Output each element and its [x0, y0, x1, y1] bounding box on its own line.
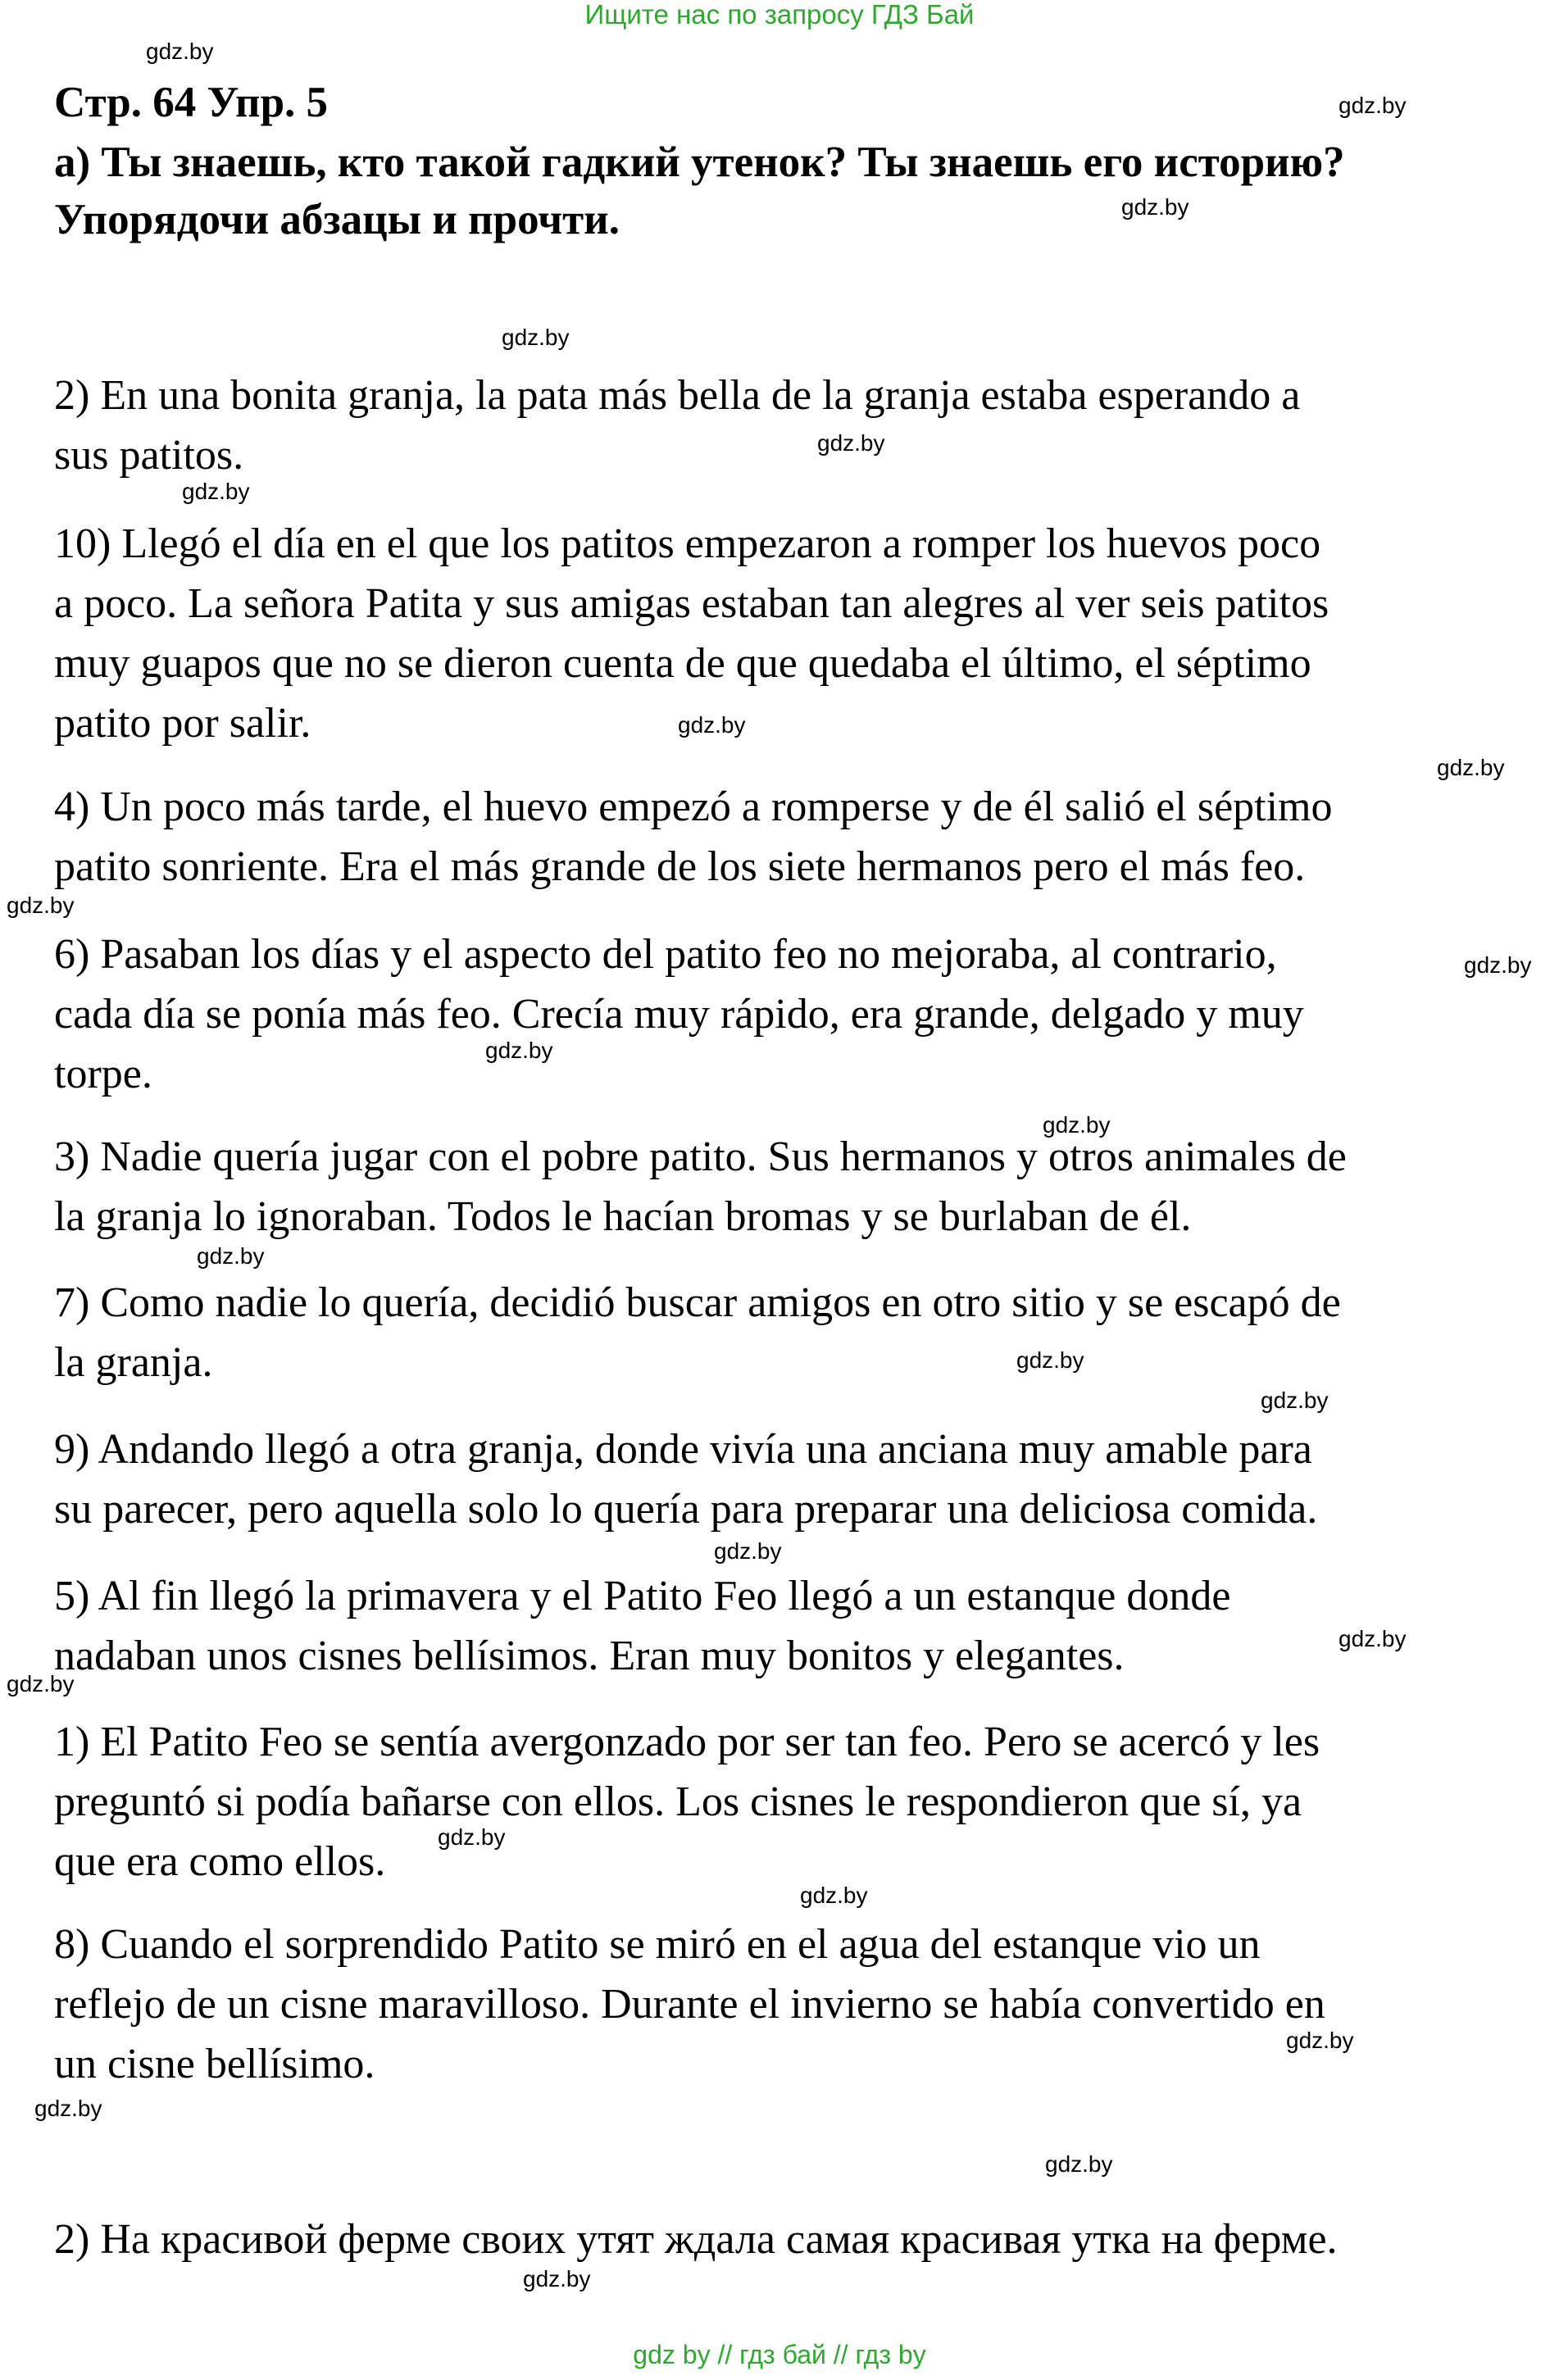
- watermark: gdz.by: [800, 1883, 868, 1908]
- paragraph-1: [54, 1712, 1529, 1892]
- exercise-title: Стр. 64 Упр. 5: [54, 79, 329, 126]
- text-line: 10) Llegó el día en el que los patitos empezaron a romper los huevos poco: [54, 520, 1321, 567]
- text-line: 4) Un poco más tarde, el huevo empezó a romperse y de él salió el séptimo: [54, 783, 1333, 830]
- watermark: gdz.by: [485, 1038, 553, 1063]
- watermark: gdz.by: [1045, 2151, 1113, 2177]
- watermark: gdz.by: [1286, 2028, 1354, 2053]
- watermark: gdz.by: [714, 1538, 782, 1564]
- paragraph-10: [54, 514, 1529, 753]
- text-line: 6) Pasaban los días y el aspecto del patito feo no mejoraba, al contrario,: [54, 931, 1277, 978]
- text-line: 9) Andando llegó a otra granja, donde vivía una anciana muy amable para: [54, 1426, 1312, 1473]
- text-line: 8) Cuando el sorprendido Patito se miró en el agua del estanque vio un: [54, 1921, 1261, 1968]
- watermark: gdz.by: [197, 1243, 265, 1269]
- paragraph-7: [54, 1273, 1529, 1392]
- text-line: la granja.: [54, 1339, 213, 1386]
- watermark: gdz.by: [438, 1824, 506, 1850]
- text-line: nadaban unos cisnes bellísimos. Eran muy bonitos y elegantes.: [54, 1633, 1125, 1679]
- text-line: 1) El Patito Feo se sentía avergonzado por ser tan feo. Pero se acercó y les: [54, 1719, 1320, 1765]
- watermark: gdz.by: [182, 479, 250, 504]
- paragraph-4: [54, 777, 1529, 897]
- watermark: gdz.by: [1121, 194, 1189, 220]
- text-line: 2) En una bonita granja, la pata más bella de la granja estaba esperando a: [54, 372, 1301, 419]
- watermark: gdz.by: [678, 712, 746, 738]
- watermark: gdz.by: [817, 430, 885, 456]
- watermark: gdz.by: [1339, 93, 1407, 118]
- task-line-1: а) Ты знаешь, кто такой гадкий утенок? Ты знаешь его историю?: [54, 139, 1345, 186]
- text-line: torpe.: [54, 1051, 152, 1097]
- search-banner[interactable]: Ищите нас по запросу ГДЗ Бай: [584, 0, 975, 30]
- watermark: gdz.by: [1437, 755, 1505, 780]
- watermark: gdz.by: [1043, 1112, 1111, 1138]
- text-line: 3) Nadie quería jugar con el pobre patito. Sus hermanos y otros animales de: [54, 1133, 1347, 1180]
- paragraph-9: [54, 1419, 1529, 1539]
- watermark: gdz.by: [1016, 1347, 1084, 1373]
- text-line: 2) На красивой ферме своих утят ждала самая красивая утка на ферме.: [54, 2216, 1338, 2263]
- watermark: gdz.by: [1339, 1626, 1407, 1651]
- text-line: a poco. La señora Patita y sus amigas estaban tan alegres al ver seis patitos: [54, 580, 1329, 627]
- watermark: gdz.by: [523, 2266, 591, 2291]
- text-line: preguntó si podía bañarse con ellos. Los cisnes le respondieron que sí, ya: [54, 1778, 1302, 1825]
- translation-line: [54, 2210, 1529, 2269]
- watermark: gdz.by: [1464, 952, 1532, 978]
- text-line: cada día se ponía más feo. Crecía muy rápido, era grande, delgado y muy: [54, 991, 1304, 1038]
- text-line: la granja lo ignoraban. Todos le hacían bromas y se burlaban de él.: [54, 1193, 1192, 1240]
- text-line: patito por salir.: [54, 700, 311, 747]
- paragraph-8: [54, 1914, 1529, 2094]
- watermark: gdz.by: [34, 2096, 102, 2121]
- paragraph-6: [54, 924, 1529, 1104]
- text-line: 5) Al fin llegó la primavera y el Patito Feo llegó a un estanque donde: [54, 1573, 1231, 1619]
- text-line: sus patitos.: [54, 432, 244, 479]
- watermark: gdz.by: [502, 325, 570, 350]
- watermark: gdz.by: [7, 892, 75, 918]
- watermark: gdz.by: [1261, 1388, 1329, 1413]
- paragraph-2: [54, 366, 1529, 485]
- text-line: patito sonriente. Era el más grande de los siete hermanos pero el más feo.: [54, 843, 1306, 890]
- text-line: un cisne bellísimo.: [54, 2041, 375, 2087]
- text-line: 7) Como nadie lo quería, decidió buscar amigos en otro sitio y se escapó de: [54, 1279, 1341, 1326]
- text-line: muy guapos que no se dieron cuenta de que quedaba el último, el séptimo: [54, 640, 1311, 687]
- paragraph-5: [54, 1566, 1529, 1686]
- footer-links[interactable]: gdz by // гдз бай // гдз by: [633, 2340, 926, 2369]
- text-line: su parecer, pero aquella solo lo quería para preparar una deliciosa comida.: [54, 1486, 1318, 1533]
- watermark: gdz.by: [7, 1671, 75, 1696]
- watermark: gdz.by: [146, 39, 214, 64]
- text-line: reflejo de un cisne maravilloso. Durante el invierno se había convertido en: [54, 1981, 1325, 2028]
- paragraph-3: [54, 1127, 1529, 1247]
- task-line-2: Упорядочи абзацы и прочти.: [54, 196, 620, 243]
- text-line: que era como ellos.: [54, 1838, 386, 1885]
